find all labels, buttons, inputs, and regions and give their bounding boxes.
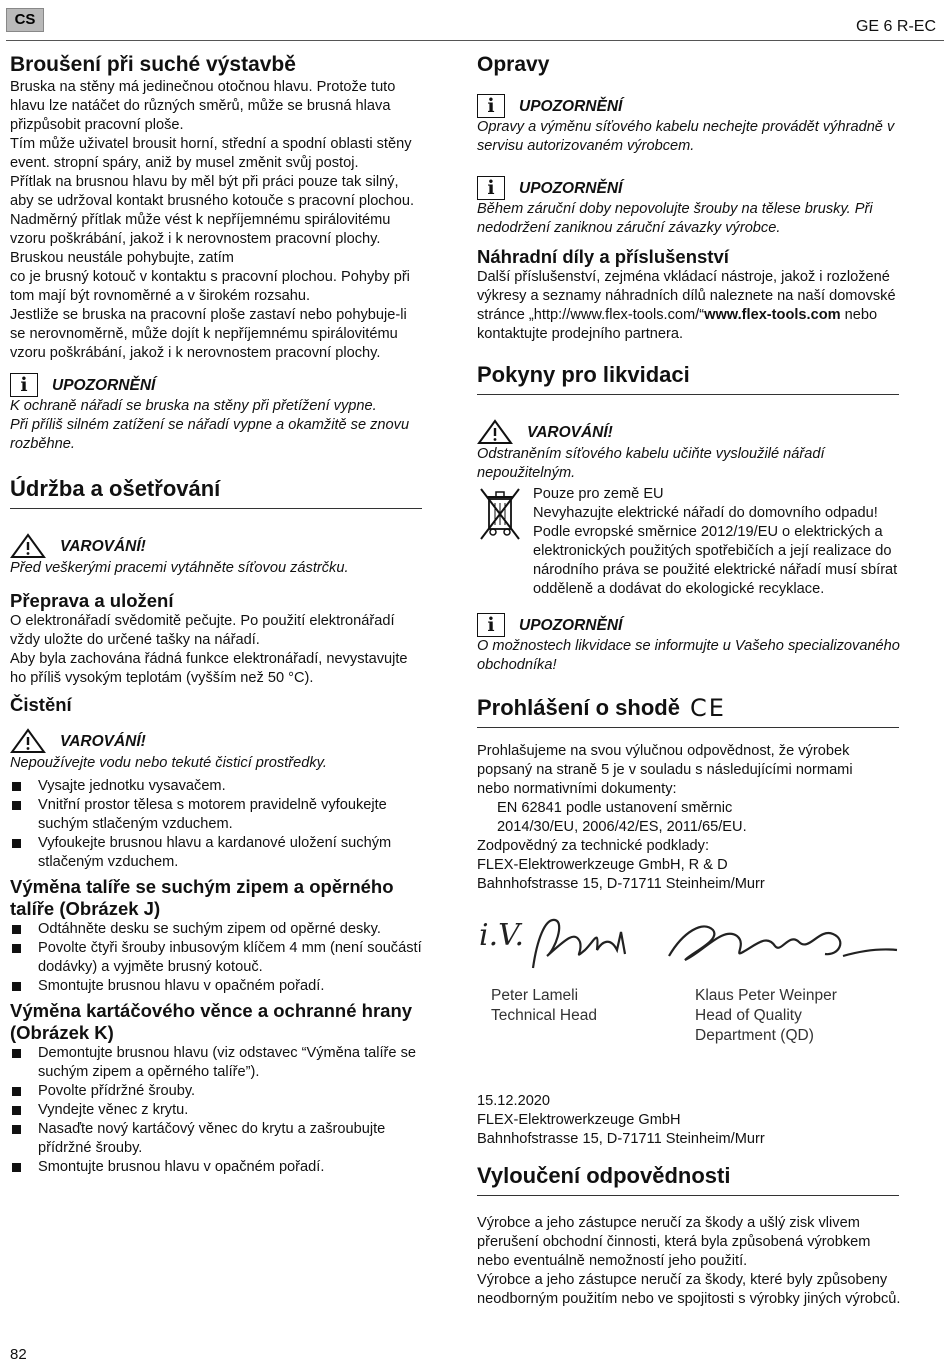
- text-line: 15.12.2020: [477, 1093, 551, 1109]
- info-icon: i: [477, 613, 505, 637]
- spare-parts-body: Další příslušenství, zejména vkládací nástroje, jakož i rozložené výkresy a seznamy náhradních dílů naleznete na naší domovské stránce „http://www.flex-tools.com/“: [477, 269, 896, 323]
- text-line: K ochraně nářadí se bruska na stěny při přetížení vypne.: [10, 398, 377, 414]
- info-icon: i: [477, 94, 505, 118]
- ce-mark-icon: CE: [689, 693, 726, 722]
- date-block: [477, 1092, 917, 1149]
- section-title-disposal: Pokyny pro likvidaci: [477, 362, 899, 395]
- text-line: nebo normativními dokumenty:: [477, 781, 677, 797]
- notice-warranty-text: Během záruční doby nepovolujte šrouby na tělese brusky. Při nedodržení zaniknou záruční závazky výrobce.: [477, 201, 873, 236]
- text-line: EN 62841 podle ustanovení směrnic: [497, 800, 733, 816]
- text-line: Zodpovědný za technické podklady:: [477, 838, 710, 854]
- text-line: nebo eventuálně nemožností jeho použití.: [477, 1253, 748, 1269]
- text-line: neodborným použitím nebo ve spojitosti s výrobky jiných výrobců.: [477, 1291, 901, 1307]
- weee-text-block: [533, 485, 917, 599]
- list-item: Vnitřní prostor tělesa s motorem pravidelně vyfoukejte suchým stlačeným vzduchem.: [10, 796, 440, 834]
- text-line: Tím může uživatel brousit horní, střední a spodní oblasti stěny: [10, 136, 412, 152]
- list-item: Vyndejte věnec z krytu.: [10, 1101, 440, 1120]
- text-line: přizpůsobit pracovní ploše.: [10, 117, 184, 133]
- model-name: GE 6 R-EC: [855, 18, 936, 35]
- text-line: rozběhne.: [10, 436, 75, 452]
- text-line: 2014/30/EU, 2006/42/ES, 2011/65/EU.: [497, 819, 747, 835]
- warning-water-text: Nepoužívejte vodu nebo tekuté čisticí prostředky.: [10, 755, 327, 771]
- transport-text: [10, 612, 440, 688]
- text-line: co je brusný kotouč v kontaktu s pracovní plochou. Pohyby při: [10, 269, 410, 285]
- list-item: Vyfoukejte brusnou hlavu a kardanové uložení suchým stlačeným vzduchem.: [10, 834, 440, 872]
- eu-only-label: Pouze pro země EU: [533, 486, 664, 502]
- spare-parts-tail: nebo kontaktujte prodejního partnera.: [477, 307, 878, 342]
- text-line: Bahnhofstrasse 15, D-71711 Steinheim/Murr: [477, 876, 765, 892]
- signatures: [477, 908, 917, 1088]
- text-line: Výrobce a jeho zástupce neručí za škody a ušlý zisk vlivem: [477, 1215, 860, 1231]
- text-line: vzoru poškrábání, jakož i k nerovnostem pracovní plochy.: [10, 231, 381, 247]
- warning-cable: [477, 419, 917, 445]
- warning-label: VAROVÁNÍ!: [60, 537, 146, 555]
- weee-block: [477, 485, 917, 599]
- notice-label: UPOZORNĚNÍ: [519, 616, 623, 634]
- signer-2-role: Department (QD): [695, 1027, 814, 1044]
- section-title-maintenance: Údržba a ošetřování: [10, 476, 422, 509]
- text-line: Prohlašujeme na svou výlučnou odpovědnost, že výrobek: [477, 743, 850, 759]
- text-line: FLEX-Elektrowerkzeuge GmbH, R & D: [477, 857, 728, 873]
- text-line: Bruska na stěny má jedinečnou otočnou hlavu. Protože tuto: [10, 79, 396, 95]
- signature-weinper-image: [663, 912, 903, 978]
- signer-2-role: Head of Quality: [695, 1007, 802, 1024]
- warning-unplug: [10, 533, 440, 559]
- notice-repairs-text: Opravy a výměnu síťového kabelu nechejte provádět výhradně v servisu autorizovaném výrobcem.: [477, 119, 895, 154]
- notice-disposal-text: O možnostech likvidace se informujte u Vašeho specializovaného obchodníka!: [477, 638, 900, 673]
- section-title-repairs: Opravy: [477, 53, 550, 76]
- section-title-brush-ring: Výměna kartáčového věnce a ochranné hrany (Obrázek K): [10, 1000, 413, 1043]
- section-title-velcro-plate: Výměna talíře se suchým zipem a opěrného talíře (Obrázek J): [10, 876, 394, 919]
- text-line: event. stropní spáry, aniž by musel změnit svůj postoj.: [10, 155, 359, 171]
- velcro-plate-list: [10, 920, 440, 996]
- text-line: Aby byla zachována řádná funkce elektronářadí, nevystavujte: [10, 651, 408, 667]
- notice-disposal: [477, 613, 917, 637]
- section-title-spare-parts: Náhradní díly a příslušenství: [477, 246, 729, 267]
- cleaning-list: [10, 777, 440, 872]
- brush-ring-list: [10, 1044, 440, 1177]
- text-line: ho příliš vysokým teplotám (vyšším než 50 °C).: [10, 670, 314, 686]
- page-number: 82: [10, 1346, 27, 1363]
- text-line: Jestliže se bruska na pracovní ploše zastaví nebo pohybuje-li: [10, 307, 407, 323]
- crossed-bin-icon: [477, 485, 523, 543]
- liability-text: [477, 1214, 917, 1309]
- text-line: hlavu lze natáčet do různých směrů, může se brusná hlava: [10, 98, 391, 114]
- list-item: Nasaďte nový kartáčový věnec do krytu a zašroubujte přídržné šrouby.: [10, 1120, 440, 1158]
- warning-label: VAROVÁNÍ!: [527, 423, 613, 441]
- notice-label: UPOZORNĚNÍ: [52, 376, 156, 394]
- text-line: Výrobce a jeho zástupce neručí za škody, které byly způsobeny: [477, 1272, 888, 1288]
- declaration-text: [477, 742, 917, 894]
- text-line: Bruskou neustále pohybujte, zatím: [10, 250, 234, 266]
- website-link[interactable]: www.flex-tools.com: [704, 307, 841, 323]
- text-line: vždy uložte do určené tašky na nářadí.: [10, 632, 260, 648]
- signer-1-role: Technical Head: [491, 1007, 597, 1024]
- notice-warranty: [477, 176, 917, 200]
- list-item: Demontujte brusnou hlavu (viz odstavec “Výměna talíře se suchým zipem a opěrného talíře”).: [10, 1044, 440, 1082]
- text-line: Nadměrný přítlak může vést k nepříjemnému spirálovitému: [10, 212, 391, 228]
- notice-repairs: [477, 94, 917, 118]
- notice-label: UPOZORNĚNÍ: [519, 179, 623, 197]
- weee-text: Nevyhazujte elektrické nářadí do domovního odpadu! Podle evropské směrnice 2012/19/EU o elektrických a elektronických použitých spotřebičích a její realizace do národního práva se použité elektrické nářadí musí sbírat odděleně a dodávat do ekologické recyklace.: [533, 505, 898, 597]
- list-item: Povolte přídržné šrouby.: [10, 1082, 440, 1101]
- text-line: aby se udržoval kontakt brusného kotouče s pracovní plochou.: [10, 193, 415, 209]
- warning-triangle-icon: [10, 728, 46, 754]
- signer-2-name: Klaus Peter Weinper: [695, 987, 837, 1004]
- notice-label: UPOZORNĚNÍ: [519, 97, 623, 115]
- declaration-heading: [477, 695, 899, 728]
- text-line: vzoru poškrábání, jakož i k nerovnostem pracovní plochy.: [10, 345, 381, 361]
- list-item: Odtáhněte desku se suchým zipem od opěrné desky.: [10, 920, 440, 939]
- text-line: Bahnhofstrasse 15, D-71711 Steinheim/Murr: [477, 1131, 765, 1147]
- warning-unplug-text: Před veškerými pracemi vytáhněte síťovou zástrčku.: [10, 560, 349, 576]
- info-icon: i: [477, 176, 505, 200]
- spare-parts-text: [477, 268, 917, 344]
- notice-overload-text: [10, 397, 440, 454]
- list-item: Smontujte brusnou hlavu v opačném pořadí.: [10, 1158, 440, 1177]
- list-item: Vysajte jednotku vysavačem.: [10, 777, 440, 796]
- section-title-dry-sanding: Broušení při suché výstavbě: [10, 53, 296, 76]
- list-item: Povolte čtyři šrouby inbusovým klíčem 4 mm (není součástí dodávky) a vyjměte brusný kotouč.: [10, 939, 440, 977]
- signer-2: [695, 986, 837, 1046]
- info-icon: i: [10, 373, 38, 397]
- section-title-transport: Přeprava a uložení: [10, 590, 174, 611]
- text-line: Přítlak na brusnou hlavu by měl být při práci pouze tak silný,: [10, 174, 399, 190]
- section-title-cleaning: Čistění: [10, 694, 72, 715]
- dry-sanding-text: [10, 78, 440, 363]
- text-line: FLEX-Elektrowerkzeuge GmbH: [477, 1112, 681, 1128]
- text-line: popsaný na straně 5 je v souladu s následujícími normami: [477, 762, 853, 778]
- text-line: se nerovnoměrně, může dojít k nepříjemnému spirálovitému: [10, 326, 398, 342]
- signer-1-name: Peter Lameli: [491, 987, 579, 1004]
- text-line: přerušení obchodní činnosti, která byla způsobená výrobkem: [477, 1234, 871, 1250]
- warning-cable-text: Odstraněním síťového kabelu učiňte vysloužilé nářadí nepoužitelným.: [477, 446, 825, 481]
- notice-overload: [10, 373, 440, 397]
- text-line: Při příliš silném zatížení se nářadí vypne a okamžitě se znovu: [10, 417, 410, 433]
- text-line: O elektronářadí svědomitě pečujte. Po použití elektronářadí: [10, 613, 395, 629]
- warning-triangle-icon: [477, 419, 513, 445]
- section-title-liability: Vyloučení odpovědnosti: [477, 1163, 899, 1196]
- signature-lameli-image: [525, 910, 645, 980]
- left-column: [10, 52, 440, 1177]
- signer-1: [491, 986, 597, 1026]
- text-line: tom mají být rovnoměrné a v širokém rozsahu.: [10, 288, 311, 304]
- warning-label: VAROVÁNÍ!: [60, 732, 146, 750]
- language-badge: CS: [6, 8, 44, 32]
- right-column: [477, 52, 917, 1309]
- list-item: Smontujte brusnou hlavu v opačném pořadí.: [10, 977, 440, 996]
- warning-triangle-icon: [10, 533, 46, 559]
- section-title-declaration: Prohlášení o shodě: [477, 695, 680, 720]
- warning-water: [10, 728, 440, 754]
- header-divider: [6, 40, 944, 41]
- sig-prefix: i.V.: [479, 918, 525, 953]
